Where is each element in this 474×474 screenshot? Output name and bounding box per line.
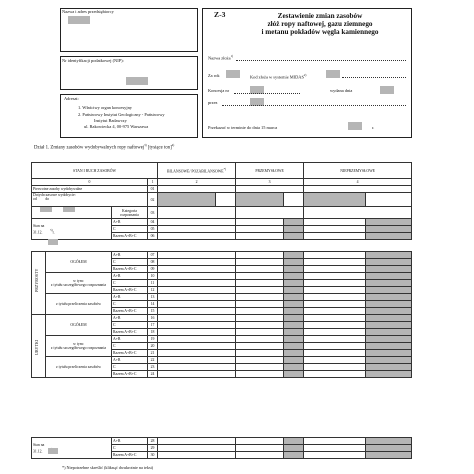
row-num: 10 (148, 273, 158, 280)
row-num: 20 (148, 343, 158, 350)
final-stan-date-field[interactable] (48, 448, 58, 454)
cell[interactable] (236, 350, 284, 357)
col-ind-header: PRZEMYSŁOWE (236, 163, 304, 179)
cell[interactable] (158, 371, 236, 378)
cell[interactable] (158, 252, 236, 259)
row-first-label: Pierwotne zasoby wydobywalne (32, 186, 148, 193)
midas-label: Kod złoża w systemie MIDAS$^{2)}$ (250, 73, 307, 80)
row-num: 08 (148, 259, 158, 266)
cell[interactable] (366, 233, 412, 240)
table-row (32, 207, 412, 219)
cell[interactable] (158, 315, 236, 322)
cell[interactable] (304, 336, 366, 343)
final-table (31, 437, 412, 459)
cell[interactable] (236, 259, 284, 266)
cat-label: C (112, 322, 148, 329)
cell[interactable] (366, 259, 412, 266)
form-title-line-3: i metanu pokładów węgla kamiennego (261, 28, 379, 36)
cat-label: A+B (112, 315, 148, 322)
deposit-name-field[interactable] (236, 60, 406, 61)
cat-label: Razem A+B+C (112, 452, 148, 459)
final-stan-label: Stan na 31.12. (32, 438, 112, 459)
cell[interactable] (236, 186, 304, 193)
cell[interactable] (304, 294, 366, 301)
cell[interactable] (284, 301, 304, 308)
table-row (32, 315, 412, 322)
cell[interactable] (366, 350, 412, 357)
cell[interactable] (236, 266, 284, 273)
table-row (32, 336, 412, 343)
addressee-label: Adresat: (64, 96, 79, 101)
cat-label: A+B (112, 273, 148, 280)
cell[interactable] (158, 438, 236, 445)
subgroup-label: OGÓŁEM (46, 252, 112, 273)
cell[interactable] (366, 287, 412, 294)
cell[interactable] (366, 301, 412, 308)
cell[interactable] (158, 452, 236, 459)
cell[interactable] (236, 357, 284, 364)
cell[interactable] (216, 193, 236, 207)
row-num: 04 (148, 219, 158, 226)
year-label: Za rok (208, 73, 220, 78)
cell[interactable] (304, 350, 366, 357)
table-row (32, 219, 412, 226)
subgroup-label: w tym: z tytułu szczegółowego rozpoznania (46, 273, 112, 294)
cell[interactable] (304, 364, 366, 371)
cat-label: C (112, 259, 148, 266)
colnum-1: 1 (148, 179, 158, 186)
cell[interactable] (158, 322, 236, 329)
cell[interactable] (366, 280, 412, 287)
row-num: 16 (148, 315, 158, 322)
cell[interactable] (284, 259, 304, 266)
cell[interactable] (158, 193, 216, 207)
cell[interactable] (304, 226, 366, 233)
col-bil-header: BILANSOWE/ POZABILANSOWE*) (158, 163, 236, 179)
issued-date-field[interactable] (380, 86, 394, 94)
cell[interactable] (284, 308, 304, 315)
deposit-name-label: Nazwa złoża$^{1)}$ (208, 54, 234, 61)
issued-by-line (222, 105, 406, 106)
issued-date-label: wydana dnia (330, 88, 353, 93)
cell[interactable] (236, 364, 284, 371)
cell[interactable] (366, 193, 412, 207)
cell[interactable] (236, 308, 284, 315)
cell[interactable] (366, 438, 412, 445)
cat-label: Razem A+B+C (112, 329, 148, 336)
cell[interactable] (366, 371, 412, 378)
cell[interactable] (284, 364, 304, 371)
cell[interactable] (236, 315, 284, 322)
cat-label: Razem A+B+C (112, 287, 148, 294)
cell[interactable] (284, 273, 304, 280)
cat-label: C (112, 301, 148, 308)
cell[interactable] (366, 219, 412, 226)
cell[interactable] (304, 259, 366, 266)
cell[interactable] (158, 233, 236, 240)
cat-label: C (112, 343, 148, 350)
cat-label: Razem A+B+C (112, 350, 148, 357)
cell[interactable] (236, 329, 284, 336)
row-num: 14 (148, 301, 158, 308)
cell[interactable] (284, 371, 304, 378)
table-row (32, 294, 412, 301)
cell[interactable] (158, 226, 236, 233)
row-num: 22 (148, 357, 158, 364)
cell[interactable] (304, 329, 366, 336)
cell[interactable] (366, 343, 412, 350)
addressee-line-2: 2. Państwowy Instytut Geologiczny - Państwowy (78, 112, 165, 117)
cell[interactable] (158, 287, 236, 294)
midas-line (342, 77, 406, 78)
cell[interactable] (284, 445, 304, 452)
cell[interactable] (236, 287, 284, 294)
cell[interactable] (158, 273, 236, 280)
cell[interactable] (158, 336, 236, 343)
cat-label: A+B (112, 336, 148, 343)
cell[interactable] (284, 294, 304, 301)
row-num: 01 (148, 186, 158, 193)
cell[interactable] (304, 343, 366, 350)
subgroup-label: w tym: z tytułu szczegółowego rozpoznania (46, 336, 112, 357)
cell[interactable] (304, 301, 366, 308)
cell[interactable] (284, 343, 304, 350)
cell[interactable] (366, 329, 412, 336)
cell[interactable] (284, 193, 304, 207)
cat-label: Razem A+B+C (112, 266, 148, 273)
cell[interactable] (304, 322, 366, 329)
colnum-4: 4 (304, 179, 412, 186)
row-num: 17 (148, 322, 158, 329)
row-num: 05 (148, 226, 158, 233)
cell[interactable] (284, 452, 304, 459)
cell[interactable] (304, 445, 366, 452)
addressee-line-3: Instytut Badawczy (94, 118, 127, 123)
cell[interactable] (284, 322, 304, 329)
cell[interactable] (284, 266, 304, 273)
table-row (32, 252, 412, 259)
cell[interactable] (304, 371, 366, 378)
cell[interactable] (236, 226, 284, 233)
deadline-year-field[interactable] (348, 122, 362, 130)
cell[interactable] (366, 364, 412, 371)
row-num: 19 (148, 336, 158, 343)
form-title-line-1: Zestawienie zmian zasobów (277, 12, 363, 20)
colnum-0: 0 (32, 179, 148, 186)
cat-label: C (112, 364, 148, 371)
row-num: 06 (148, 233, 158, 240)
cell[interactable] (284, 438, 304, 445)
cell[interactable] (304, 193, 366, 207)
cell[interactable] (158, 357, 236, 364)
table-row (32, 438, 412, 445)
deadline-suffix: r. (372, 125, 375, 130)
cat-label: A+B (112, 357, 148, 364)
row-num: 21 (148, 350, 158, 357)
cell[interactable] (304, 287, 366, 294)
nip-field[interactable] (126, 77, 148, 85)
changes-table (31, 251, 412, 378)
cell[interactable] (304, 357, 366, 364)
cell[interactable] (284, 357, 304, 364)
concession-label: Koncesja nr (208, 88, 230, 93)
cell[interactable] (366, 294, 412, 301)
cell[interactable] (158, 308, 236, 315)
cell[interactable] (304, 308, 366, 315)
row-cum-label: Dotychczasowe wydobycie: od do (32, 193, 148, 207)
col-nonind-header: NIEPRZEMYSŁOWE (304, 163, 412, 179)
row-num: 03 (148, 207, 158, 219)
row-num: 07 (148, 252, 158, 259)
nip-label: Nr identyfikacji podatkowej (NIP): (62, 58, 124, 63)
cell[interactable] (366, 308, 412, 315)
cell[interactable] (158, 219, 236, 226)
concession-line (234, 93, 300, 94)
cell[interactable] (236, 193, 284, 207)
cell[interactable] (236, 280, 284, 287)
cell[interactable] (236, 438, 284, 445)
row-num: 09 (148, 266, 158, 273)
cat-label: C (112, 226, 148, 233)
colnum-3: 3 (236, 179, 304, 186)
subgroup-label: z tytułu przeliczenia zasobów (46, 294, 112, 315)
table-row (32, 273, 412, 280)
cell[interactable] (304, 233, 366, 240)
cat-header: Kategoria rozpoznania (112, 207, 148, 219)
cat-label: Razem A+B+C (112, 233, 148, 240)
cell[interactable] (304, 252, 366, 259)
addressee-line-1: 1. Właściwy organ koncesyjny (78, 105, 132, 110)
form-code: Z-3 (214, 10, 226, 19)
group-label: PRZYROSTY (32, 252, 46, 315)
cell[interactable] (366, 322, 412, 329)
cell[interactable] (236, 371, 284, 378)
cell[interactable] (304, 273, 366, 280)
cell[interactable] (236, 219, 284, 226)
cat-label: A+B (112, 294, 148, 301)
row-num: 30 (148, 452, 158, 459)
cell[interactable] (158, 301, 236, 308)
colnum-2: 2 (158, 179, 236, 186)
table-header-row (32, 163, 412, 179)
subgroup-label: z tytułu przeliczenia zasobów (46, 357, 112, 378)
applicant-name-label: Nazwa i adres przedsiębiorcy (62, 9, 114, 14)
addressee-line-4: ul. Rakowiecka 4, 00-975 Warszawa (84, 124, 149, 129)
cell[interactable] (366, 252, 412, 259)
cell[interactable] (366, 226, 412, 233)
form-title-line-2: złóż ropy naftowej, gazu ziemnego (267, 20, 373, 28)
table-row (32, 186, 412, 193)
row-num: 02 (148, 193, 158, 207)
cell[interactable] (284, 336, 304, 343)
cell[interactable] (284, 287, 304, 294)
cum-from-field[interactable] (40, 207, 52, 212)
row-num: 28 (148, 438, 158, 445)
cell[interactable] (304, 438, 366, 445)
cell[interactable] (284, 315, 304, 322)
cell[interactable] (236, 294, 284, 301)
cell[interactable] (304, 219, 366, 226)
cell[interactable] (284, 329, 304, 336)
cat-label: C (112, 445, 148, 452)
cell[interactable] (284, 233, 304, 240)
cell[interactable] (158, 186, 236, 193)
cell[interactable] (236, 336, 284, 343)
row-num: 24 (148, 371, 158, 378)
applicant-name-box (60, 8, 198, 52)
cell[interactable] (284, 252, 304, 259)
cell[interactable] (158, 329, 236, 336)
cum-to-field[interactable] (63, 207, 75, 212)
cell[interactable] (366, 266, 412, 273)
cell[interactable] (158, 350, 236, 357)
cell[interactable] (158, 343, 236, 350)
midas-field[interactable] (326, 70, 340, 78)
footnote: *) Niepotrzebne skreślić (kliknąć dwukrotnie na tekst) (62, 465, 154, 470)
cell[interactable] (236, 322, 284, 329)
cell[interactable] (158, 207, 236, 219)
deadline-label: Przekazać w terminie do dnia 15 marca (208, 125, 278, 130)
cell[interactable] (236, 452, 284, 459)
row-num: 11 (148, 280, 158, 287)
cat-label: A+B (112, 438, 148, 445)
cat-label: A+B (112, 219, 148, 226)
cell[interactable] (304, 280, 366, 287)
cat-label: C (112, 280, 148, 287)
cat-label: Razem A+B+C (112, 308, 148, 315)
cat-label: Razem A+B+C (112, 371, 148, 378)
cell[interactable] (304, 452, 366, 459)
cell[interactable] (366, 445, 412, 452)
cell[interactable] (304, 186, 412, 193)
cell[interactable] (284, 226, 304, 233)
cell[interactable] (158, 259, 236, 266)
row-num: 29 (148, 445, 158, 452)
cell[interactable] (304, 266, 366, 273)
row-num: 18 (148, 329, 158, 336)
cell[interactable] (366, 357, 412, 364)
cell[interactable] (366, 452, 412, 459)
cell[interactable] (236, 207, 304, 219)
cell[interactable] (304, 207, 412, 219)
cell[interactable] (284, 280, 304, 287)
row-num: 23 (148, 364, 158, 371)
table-row (32, 193, 412, 207)
row-num: 15 (148, 308, 158, 315)
stan-label: Stan na 31.12. $^{5)}$r. (32, 219, 112, 240)
subgroup-label: OGÓŁEM (46, 315, 112, 336)
cell[interactable] (158, 364, 236, 371)
cell[interactable] (236, 233, 284, 240)
cell[interactable] (158, 445, 236, 452)
row-num: 13 (148, 294, 158, 301)
cell[interactable] (236, 445, 284, 452)
table-colnum-row (32, 179, 412, 186)
group-label: UBYTKI (32, 315, 46, 378)
cell[interactable] (236, 301, 284, 308)
issued-by-label: przez (208, 100, 218, 105)
resources-table (31, 162, 412, 240)
cell[interactable] (158, 280, 236, 287)
cell[interactable] (158, 266, 236, 273)
cell[interactable] (236, 252, 284, 259)
cell[interactable] (366, 315, 412, 322)
stan-date-field[interactable] (48, 239, 58, 245)
cell[interactable] (236, 343, 284, 350)
cell[interactable] (366, 273, 412, 280)
cell[interactable] (366, 336, 412, 343)
cell[interactable] (236, 273, 284, 280)
applicant-name-field[interactable] (68, 16, 90, 24)
table-row (32, 357, 412, 364)
col-state-header: STAN I RUCH ZASOBÓW (32, 163, 158, 179)
row-num: 12 (148, 287, 158, 294)
cell[interactable] (284, 219, 304, 226)
cell[interactable] (304, 315, 366, 322)
cell[interactable] (158, 294, 236, 301)
cell[interactable] (284, 350, 304, 357)
cat-label: A+B (112, 252, 148, 259)
year-field[interactable] (226, 70, 240, 78)
section-caption: Dział 1. Zmiany zasobów wydobywalnych ropy naftowej$^{3)}$ [tysiące ton]$^{4)}$ (34, 143, 175, 151)
